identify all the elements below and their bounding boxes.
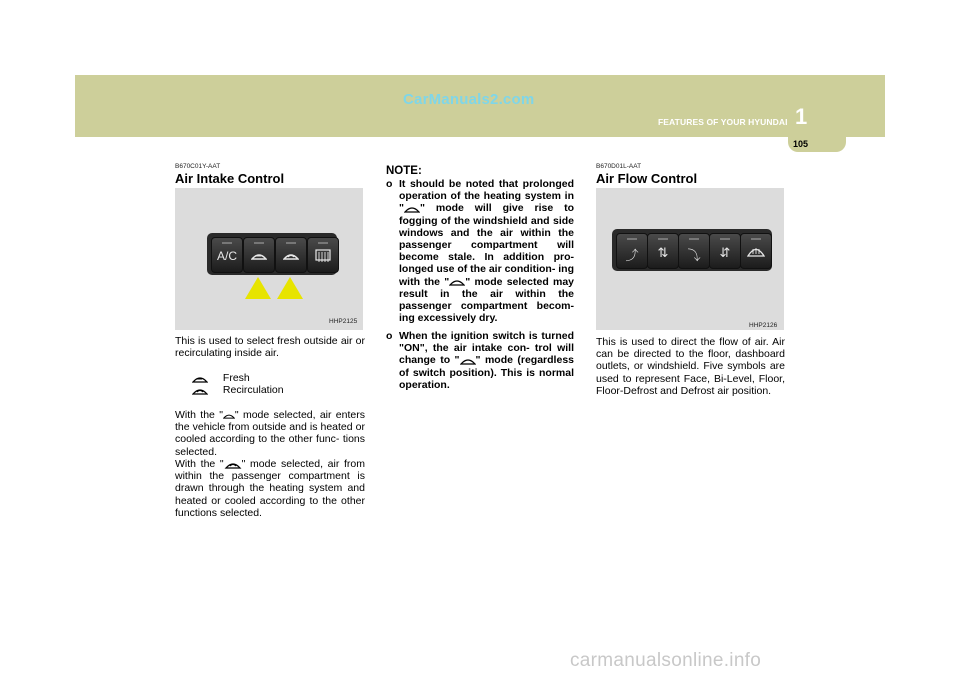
- figure-code: HHP2125: [329, 318, 358, 325]
- legend-recirculation: [192, 384, 284, 396]
- fresh-mode-paragraph: [175, 409, 365, 458]
- text-segment: When the ignition switch is turned "ON", the air intake con- trol will change to ": [399, 330, 574, 367]
- figure-code: HHP2126: [749, 322, 778, 329]
- led-indicator: [627, 238, 637, 240]
- legend-recirculation-label: Recirculation: [222, 384, 284, 396]
- led-indicator: [689, 238, 699, 240]
- section-heading: Air Flow Control: [596, 171, 698, 186]
- face-mode-icon: ⤴: [625, 248, 639, 263]
- led-indicator: [720, 238, 730, 240]
- defrost-button: [740, 233, 772, 269]
- led-indicator: [254, 242, 264, 244]
- bullet: o: [386, 330, 393, 342]
- text-segment: within the passenger compartment is drawn through the heating system and heated or cooled according to the other functions selected.: [175, 470, 365, 519]
- led-indicator: [658, 238, 668, 240]
- ac-label: A/C: [216, 249, 237, 263]
- section-code: B670D01L-AAT: [596, 163, 642, 170]
- recirculation-icon: [192, 386, 208, 395]
- text-segment: " mode selected, air from: [241, 458, 365, 470]
- chapter-title: FEATURES OF YOUR HYUNDAI: [658, 117, 788, 127]
- bi-level-mode-icon: ⇅: [657, 245, 669, 260]
- recirculation-mode-paragraph: [175, 458, 365, 519]
- yellow-arrow-icon: [245, 277, 271, 299]
- fresh-air-icon: [449, 277, 465, 286]
- text-segment: " mode (regardless of switch position). This is normal operation.: [399, 354, 574, 391]
- led-indicator: [286, 242, 296, 244]
- fresh-air-icon: [223, 411, 235, 420]
- note-title: NOTE:: [386, 165, 422, 177]
- note-item-1: [399, 178, 574, 324]
- text-segment: " mode selected may result in the air within the passenger compartment becom- ing excessively dry.: [399, 275, 575, 325]
- section-code: B670C01Y-AAT: [175, 163, 221, 170]
- text-segment: " mode selected, air enters: [234, 409, 365, 421]
- led-indicator: [318, 242, 328, 244]
- fresh-air-icon: [192, 374, 208, 383]
- led-indicator: [222, 242, 232, 244]
- chapter-number: 1: [795, 104, 808, 129]
- yellow-arrow-icon: [277, 277, 303, 299]
- recirculation-icon: [283, 252, 299, 261]
- text-segment: With the ": [175, 458, 224, 470]
- ac-button: [211, 237, 243, 273]
- recirculation-button: [275, 237, 307, 273]
- text-segment: It should be noted that prolonged operation of the heating system in ": [399, 178, 574, 215]
- fresh-air-icon: [251, 252, 267, 261]
- legend-fresh-label: Fresh: [222, 372, 250, 384]
- watermark-bottom: carmanualsonline.info: [570, 650, 762, 671]
- fresh-air-icon: [404, 204, 420, 213]
- air-flow-figure: [596, 188, 784, 330]
- floor-defrost-mode-icon: ⇵: [719, 245, 731, 260]
- page-number: 105: [793, 139, 809, 149]
- fresh-button: [243, 237, 275, 273]
- legend-fresh: [192, 372, 250, 384]
- rear-defrost-icon: [315, 249, 331, 263]
- air-intake-figure: [175, 188, 363, 330]
- floor-button: [678, 233, 710, 269]
- bi-level-button: [647, 233, 679, 269]
- section-heading: Air Intake Control: [175, 171, 285, 186]
- text-segment: the vehicle from outside and is heated or cooled according to the other func- tions selected.: [175, 421, 365, 458]
- watermark-top: CarManuals2.com: [403, 91, 535, 108]
- bullet: o: [386, 178, 393, 190]
- fresh-air-icon: [460, 356, 476, 365]
- led-indicator: [751, 238, 761, 240]
- air-flow-paragraph: This is used to direct the flow of air. Air can be directed to the floor, dashboard outlets, or windshield. Five symbols are used to represent Face, Bi-Level, Floor, Floor-Defrost and Defrost air position.: [596, 336, 785, 397]
- recirculation-icon: [224, 460, 242, 469]
- text-segment: With the ": [175, 409, 223, 421]
- intro-paragraph: This is used to select fresh outside air or recirculating inside air.: [175, 335, 365, 360]
- floor-mode-icon: ⤵: [687, 248, 701, 263]
- defrost-icon: [747, 245, 765, 258]
- note-item-2: [399, 330, 574, 391]
- rear-defrost-button: [307, 237, 339, 273]
- text-segment: " mode will give rise to fogging of the windshield and side windows and the air within the passenger compartment will become stale. In addition pro- longed use of the air condition- ing with the ": [399, 202, 574, 288]
- floor-defrost-button: [709, 233, 741, 269]
- face-button: [616, 233, 648, 269]
